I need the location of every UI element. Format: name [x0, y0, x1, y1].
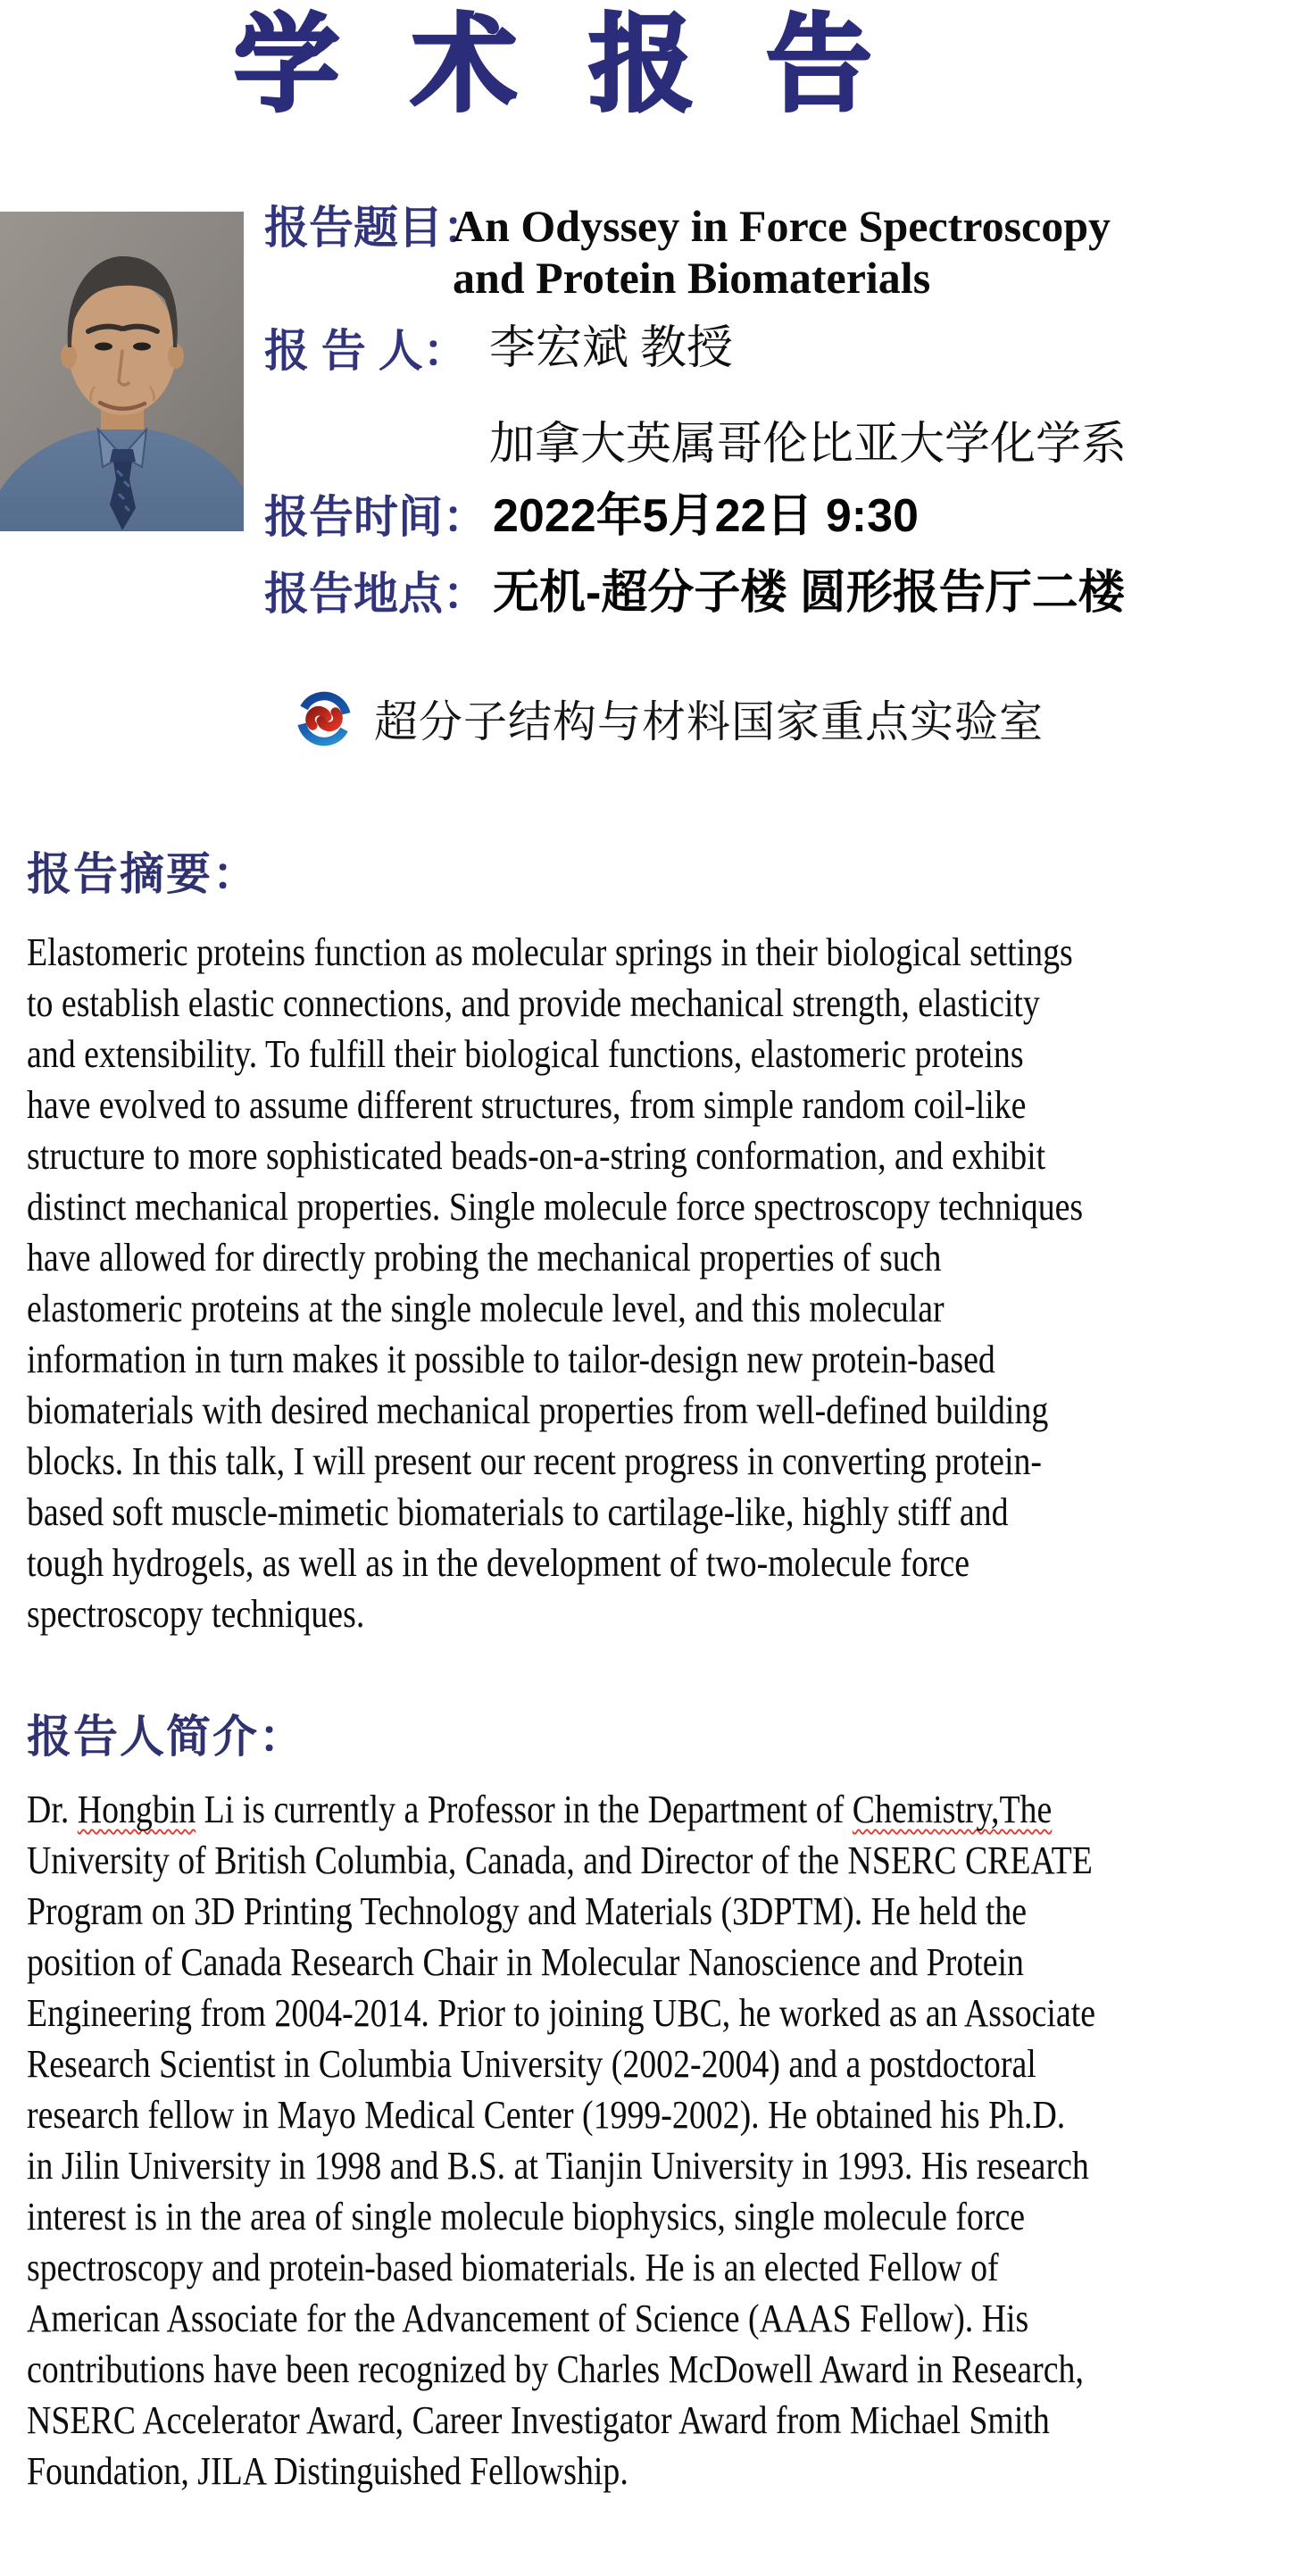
venue-label: 报告地点： [264, 569, 487, 619]
bio-paragraph [27, 1784, 1287, 2497]
bio-line [27, 1784, 1287, 1835]
bio-line: Research Scientist in Columbia University (2002-2004) and a postdoctoral [27, 2042, 1036, 2086]
abstract-line: blocks. In this talk, I will present our recent progress in converting protein- [27, 1439, 1043, 1483]
speaker-portrait-illustration [0, 212, 244, 531]
abstract-line: spectroscopy techniques. [27, 1592, 365, 1636]
bio-line: contributions have been recognized by Charles McDowell Award in Research, [27, 2347, 1084, 2391]
abstract-line: and extensibility. To fulfill their biological functions, elastomeric proteins [27, 1032, 1024, 1076]
lab-banner [294, 688, 1044, 750]
abstract-line: to establish elastic connections, and provide mechanical strength, elasticity [27, 981, 1040, 1025]
abstract-line: structure to more sophisticated beads-on-a-string conformation, and exhibit [27, 1134, 1046, 1178]
time-value: 2022年5月22日 9:30 [493, 490, 919, 542]
speaker-label: 报 告 人： [264, 326, 468, 376]
report-title-line2: and Protein Biomaterials [453, 253, 931, 303]
bio-line: Foundation, JILA Distinguished Fellowship. [27, 2449, 628, 2493]
abstract-line: distinct mechanical properties. Single molecule force spectroscopy techniques [27, 1185, 1084, 1229]
bio-line: Engineering from 2004-2014. Prior to joining UBC, he worked as an Associate [27, 1991, 1096, 2035]
bio-line: NSERC Accelerator Award, Career Investigator Award from Michael Smith [27, 2398, 1050, 2442]
abstract-line: Elastomeric proteins function as molecular springs in their biological settings [27, 930, 1073, 974]
bio-line: University of British Columbia, Canada, and Director of the NSERC CREATE [27, 1838, 1093, 1882]
report-title-line1: An Odyssey in Force Spectroscopy [453, 201, 1111, 251]
abstract-line: information in turn makes it possible to tailor-design new protein-based [27, 1338, 995, 1381]
time-label: 报告时间： [264, 492, 487, 542]
bio-line: Program on 3D Printing Technology and Materials (3DPTM). He held the [27, 1889, 1028, 1933]
abstract-line: biomaterials with desired mechanical properties from well-defined building [27, 1388, 1049, 1432]
abstract-line: tough hydrogels, as well as in the development of two-molecule force [27, 1541, 970, 1585]
text-segment: Li is currently a Professor in the Department of [196, 1788, 853, 1831]
bio-line: interest is in the area of single molecule biophysics, single molecule force [27, 2195, 1026, 2238]
abstract-heading: 报告摘要： [27, 849, 259, 899]
lab-name: 超分子结构与材料国家重点实验室 [374, 697, 1044, 746]
bio-line: in Jilin University in 1998 and B.S. at Tianjin University in 1993. His research [27, 2144, 1089, 2188]
abstract-paragraph [27, 927, 1287, 1639]
abstract-line: based soft muscle-mimetic biomaterials to cartilage-like, highly stiff and [27, 1490, 1009, 1534]
report-title-label: 报告题目： [264, 203, 487, 253]
page-title: 学 术 报 告 [234, 6, 894, 124]
speaker-name: 李宏斌 教授 [489, 323, 734, 374]
speaker-photo [0, 212, 244, 531]
spellcheck-underlined-word: Hongbin [77, 1788, 196, 1831]
abstract-line: elastomeric proteins at the single molecule level, and this molecular [27, 1287, 945, 1330]
spellcheck-underlined-word: Chemistry,The [852, 1788, 1053, 1831]
venue-value: 无机-超分子楼 圆形报告厅二楼 [493, 567, 1125, 619]
bio-line: research fellow in Mayo Medical Center (1999-2002). He obtained his Ph.D. [27, 2093, 1066, 2137]
abstract-line: have evolved to assume different structures, from simple random coil-like [27, 1083, 1027, 1127]
speaker-affiliation: 加拿大英属哥伦比亚大学化学系 [489, 420, 1128, 470]
bio-heading: 报告人简介： [27, 1712, 305, 1762]
bio-line: spectroscopy and protein-based biomaterials. He is an elected Fellow of [27, 2246, 999, 2289]
abstract-line: have allowed for directly probing the mechanical properties of such [27, 1236, 942, 1280]
text-segment: Dr. [27, 1788, 78, 1831]
lab-logo-icon [294, 688, 354, 749]
bio-line: position of Canada Research Chair in Molecular Nanoscience and Protein [27, 1940, 1024, 1984]
bio-line: American Associate for the Advancement of Science (AAAS Fellow). His [27, 2297, 1029, 2340]
